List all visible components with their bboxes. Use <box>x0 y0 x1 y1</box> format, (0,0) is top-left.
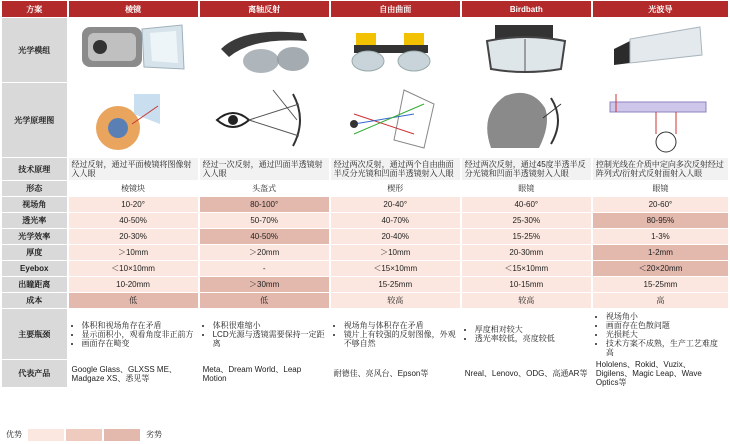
bottleneck-cell <box>593 309 728 359</box>
cost-cell: 低 <box>200 293 329 308</box>
tech-row <box>2 158 728 180</box>
thickness-cell: ＞10mm <box>331 245 460 260</box>
form-cell: 棱镜块 <box>121 184 146 193</box>
legend-middle-swatch <box>66 429 102 441</box>
bottleneck-item: • 透光率较低，亮度较低 <box>475 334 588 343</box>
cost-cell: 低 <box>69 293 198 308</box>
eyebox-cell: - <box>200 261 329 276</box>
bottleneck-cell <box>69 309 198 359</box>
row-label: 光学模组 <box>2 18 67 82</box>
row-label: 厚度 <box>2 245 67 260</box>
products-cell: Google Glass、GLXSS ME、Madgaze XS、悉见等 <box>71 364 177 383</box>
tech-cell: 经过两次反射，通过45度半透半反分光镜和凹面半透镜射入人眼 <box>462 158 591 180</box>
transmittance-row <box>2 213 728 228</box>
efficiency-row <box>2 229 728 244</box>
row-label: 形态 <box>2 181 67 196</box>
principle-row <box>2 83 728 157</box>
bottleneck-item: • 画面存在畸变 <box>82 339 195 348</box>
tech-cell: 经过两次反射，通过两个自由曲面半反分光镜和凹面半透镜射入人眼 <box>331 158 460 180</box>
eyebox-cell: ＜10×10mm <box>69 261 198 276</box>
bottleneck-cell <box>331 309 460 359</box>
transmittance-cell: 40-70% <box>331 213 460 228</box>
transmittance-cell: 25-30% <box>462 213 591 228</box>
bottleneck-cell <box>462 309 591 359</box>
row-label: 技术原理 <box>2 158 67 180</box>
exit-cell: 10-20mm <box>69 277 198 292</box>
row-label: 成本 <box>2 293 67 308</box>
exit-cell: 15-25mm <box>593 277 728 292</box>
row-label: 光学效率 <box>2 229 67 244</box>
form-cell: 眼镜 <box>652 184 669 193</box>
bottleneck-item: • 显示面积小，观看角度非正前方 <box>82 330 195 339</box>
efficiency-cell: 15-25% <box>462 229 591 244</box>
fov-cell: 10-20° <box>69 197 198 212</box>
legend <box>0 426 400 442</box>
transmittance-cell: 40-50% <box>69 213 198 228</box>
prism-diagram <box>69 83 198 157</box>
row-label: 视场角 <box>2 197 67 212</box>
header-cell: 离轴反射 <box>200 1 329 17</box>
eyebox-row <box>2 261 728 276</box>
header-cell: 方案 <box>2 1 67 17</box>
efficiency-cell: 1-3% <box>593 229 728 244</box>
birdbath-diagram <box>462 83 591 157</box>
freeform-diagram <box>331 83 460 157</box>
products-cell: Hololens、Rokid、Vuzix、Digilens、Magic Leap、Wave Optics等 <box>595 360 702 387</box>
bottleneck-list <box>465 325 588 343</box>
fov-row <box>2 197 728 212</box>
tech-cell: 控制光线在介质中定向多次反射经过阵列式/衍射式反射面射入人眼 <box>593 158 728 180</box>
header-row <box>2 1 728 17</box>
products-row <box>2 360 728 387</box>
birdbath-module-image <box>462 18 591 82</box>
offaxis-module-image <box>200 18 329 82</box>
efficiency-cell: 40-50% <box>200 229 329 244</box>
row-label: Eyebox <box>2 261 67 276</box>
exit-cell: 10-15mm <box>462 277 591 292</box>
bottleneck-list <box>72 321 195 348</box>
bottleneck-list <box>596 312 725 357</box>
cost-cell: 高 <box>593 293 728 308</box>
header-cell: 自由曲面 <box>331 1 460 17</box>
fov-cell: 20-60° <box>593 197 728 212</box>
cost-row <box>2 293 728 308</box>
header-cell: Birdbath <box>462 1 591 17</box>
legend-disadvantage-swatch <box>104 429 140 441</box>
header-cell: 棱镜 <box>69 1 198 17</box>
row-label: 代表产品 <box>2 360 67 387</box>
tech-cell: 经过反射，通过平面棱镜将图像射入人眼 <box>69 158 198 180</box>
thickness-cell: ＞10mm <box>69 245 198 260</box>
exit-row <box>2 277 728 292</box>
thickness-cell: 20-30mm <box>462 245 591 260</box>
eyebox-cell: ＜15×10mm <box>462 261 591 276</box>
transmittance-cell: 80-95% <box>593 213 728 228</box>
legend-right-label: 劣势 <box>146 430 162 439</box>
products-cell: Nreal、Lenovo、ODG、高通AR等 <box>464 369 588 378</box>
bottleneck-list <box>203 321 326 348</box>
thickness-row <box>2 245 728 260</box>
form-cell: 眼镜 <box>518 184 535 193</box>
thickness-cell: 1-2mm <box>593 245 728 260</box>
exit-cell: 15-25mm <box>331 277 460 292</box>
row-label: 透光率 <box>2 213 67 228</box>
form-row <box>2 181 728 196</box>
bottleneck-item: • 画面存在色散问题 <box>606 321 725 330</box>
efficiency-cell: 20-40% <box>331 229 460 244</box>
waveguide-module-image <box>593 18 728 82</box>
row-label: 光学原理图 <box>2 83 67 157</box>
waveguide-diagram <box>593 83 728 157</box>
bottleneck-item: • 视场角与体积存在矛盾 <box>344 321 457 330</box>
efficiency-cell: 20-30% <box>69 229 198 244</box>
cost-cell: 较高 <box>331 293 460 308</box>
bottleneck-item: • 视场角小 <box>606 312 725 321</box>
eyebox-cell: ＜20×20mm <box>593 261 728 276</box>
legend-advantage-swatch <box>28 429 64 441</box>
module-row <box>2 18 728 82</box>
bottleneck-item: • 镜片上有较强的反射图像，外观不够自然 <box>344 330 457 348</box>
bottleneck-item: • 体积和视场角存在矛盾 <box>82 321 195 330</box>
freeform-module-image <box>331 18 460 82</box>
exit-cell: ＞30mm <box>200 277 329 292</box>
row-label: 主要瓶颈 <box>2 309 67 359</box>
bottleneck-item: • 厚度相对较大 <box>475 325 588 334</box>
bottleneck-item: • 体积很难缩小 <box>213 321 326 330</box>
bottleneck-row <box>2 309 728 359</box>
fov-cell: 80-100° <box>200 197 329 212</box>
products-cell: Meta、Dream World、Leap Motion <box>202 364 302 383</box>
form-cell: 楔形 <box>387 184 404 193</box>
form-cell: 头盔式 <box>252 184 277 193</box>
fov-cell: 40-60° <box>462 197 591 212</box>
prism-module-image <box>69 18 198 82</box>
transmittance-cell: 50-70% <box>200 213 329 228</box>
legend-left-label: 优势 <box>6 430 22 439</box>
bottleneck-item: • 光损耗大 <box>606 330 725 339</box>
bottleneck-item: • 技术方案不成熟，生产工艺难度高 <box>606 339 725 357</box>
offaxis-diagram <box>200 83 329 157</box>
tech-cell: 经过一次反射，通过凹面半透镜射入人眼 <box>200 158 329 180</box>
eyebox-cell: ＜15×10mm <box>331 261 460 276</box>
cost-cell: 较高 <box>462 293 591 308</box>
bottleneck-cell <box>200 309 329 359</box>
thickness-cell: ＞20mm <box>200 245 329 260</box>
bottleneck-item: • LCD光源与透镜需要保持一定距离 <box>213 330 326 348</box>
header-cell: 光波导 <box>593 1 728 17</box>
products-cell: 耐德佳、亮风台、Epson等 <box>333 369 429 378</box>
bottleneck-list <box>334 321 457 348</box>
fov-cell: 20-40° <box>331 197 460 212</box>
row-label: 出瞳距离 <box>2 277 67 292</box>
